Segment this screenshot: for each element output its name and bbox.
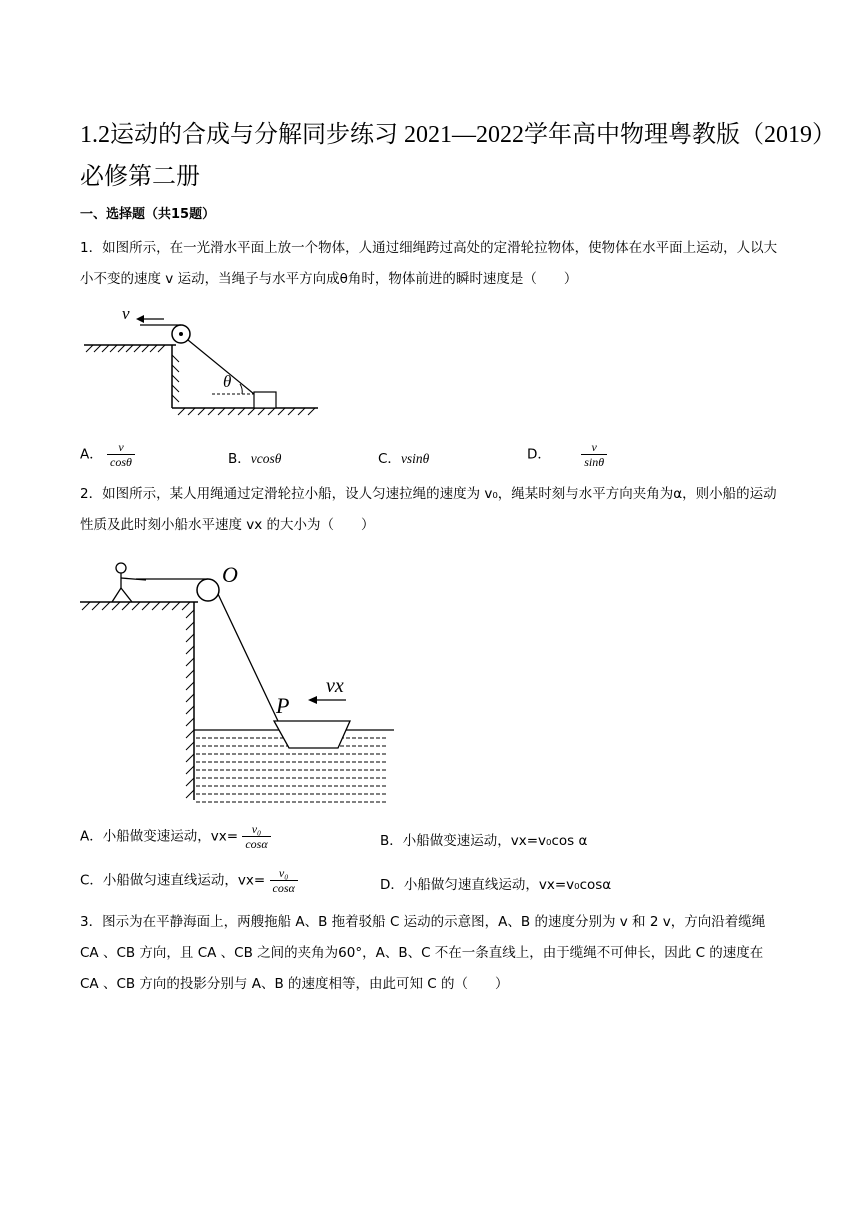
question-2-text: 2．如图所示，某人用绳通过定滑轮拉小船，设人匀速拉绳的速度为 v₀，绳某时刻与水平方向夹角为α，则小船的运动性质及此时刻小船水平速度 vx 的大小为（ ） — [80, 486, 777, 533]
q1-option-a[interactable]: A． $\frac{v}{\cos\theta}$ — [80, 440, 135, 469]
q2-option-a[interactable]: A．小船做变速运动，vx= $\frac{\text{v₀}}{\cos\alpha}$ — [80, 822, 271, 851]
q2-option-b[interactable]: B．小船做变速运动，vx=v₀cos α — [380, 833, 588, 849]
v-label: v — [122, 304, 130, 323]
page-title-line2: 必修第二册 — [80, 164, 200, 190]
theta-label: θ — [223, 372, 232, 391]
q2-option-c-fraction: $\frac{\text{v₀}}{\cos\alpha}$ — [270, 866, 298, 895]
q1-option-b[interactable]: B．vcosθ — [228, 451, 282, 467]
question-1-figure — [80, 300, 325, 420]
page-title-line1: 1.2运动的合成与分解同步练习 2021—2022学年高中物理粤教版（2019） — [80, 122, 836, 148]
vx-label: vx — [326, 675, 344, 697]
section-header: 一、选择题（共15题） — [80, 207, 216, 222]
q2-option-a-fraction: $\frac{\text{v₀}}{\cos\alpha}$ — [242, 822, 270, 851]
q1-option-a-fraction: $\frac{v}{\cos\theta}$ — [107, 440, 135, 469]
q1-option-c[interactable]: C．vsinθ — [378, 451, 430, 467]
question-1-text: 1．如图所示，在一光滑水平面上放一个物体，人通过细绳跨过高处的定滑轮拉物体，使物体在水平面上运动，人以大小不变的速度 v 运动，当绳子与水平方向成θ角时，物体前进的瞬时速度是（ ） — [80, 240, 778, 287]
q1-option-d[interactable]: D． $\frac{v}{\sin\theta}$ — [527, 440, 607, 469]
question-3-text: 3．图示为在平静海面上，两艘拖船 A、B 拖着驳船 C 运动的示意图，A、B 的速度分别为 v 和 2 v，方向沿着缆绳 CA 、CB 方向，且 CA 、CB 之间的夹角为60°，A、B、C 不在一条直线上，由于缆绳不可伸长，因此 C 的速度在 CA 、CB 方向的投影分别与 A、B 的速度相等，由此可知 C 的（ ） — [80, 914, 766, 992]
q2-option-d[interactable]: D．小船做匀速直线运动，vx=v₀cosα — [380, 877, 612, 893]
O-label: O — [222, 562, 238, 587]
q2-option-c[interactable]: C．小船做匀速直线运动，vx= $\frac{\text{v₀}}{\cos\alpha}$ — [80, 866, 298, 895]
question-2-figure — [76, 558, 406, 808]
P-label: P — [276, 693, 290, 718]
q1-option-d-fraction: $\frac{v}{\sin\theta}$ — [581, 440, 607, 469]
